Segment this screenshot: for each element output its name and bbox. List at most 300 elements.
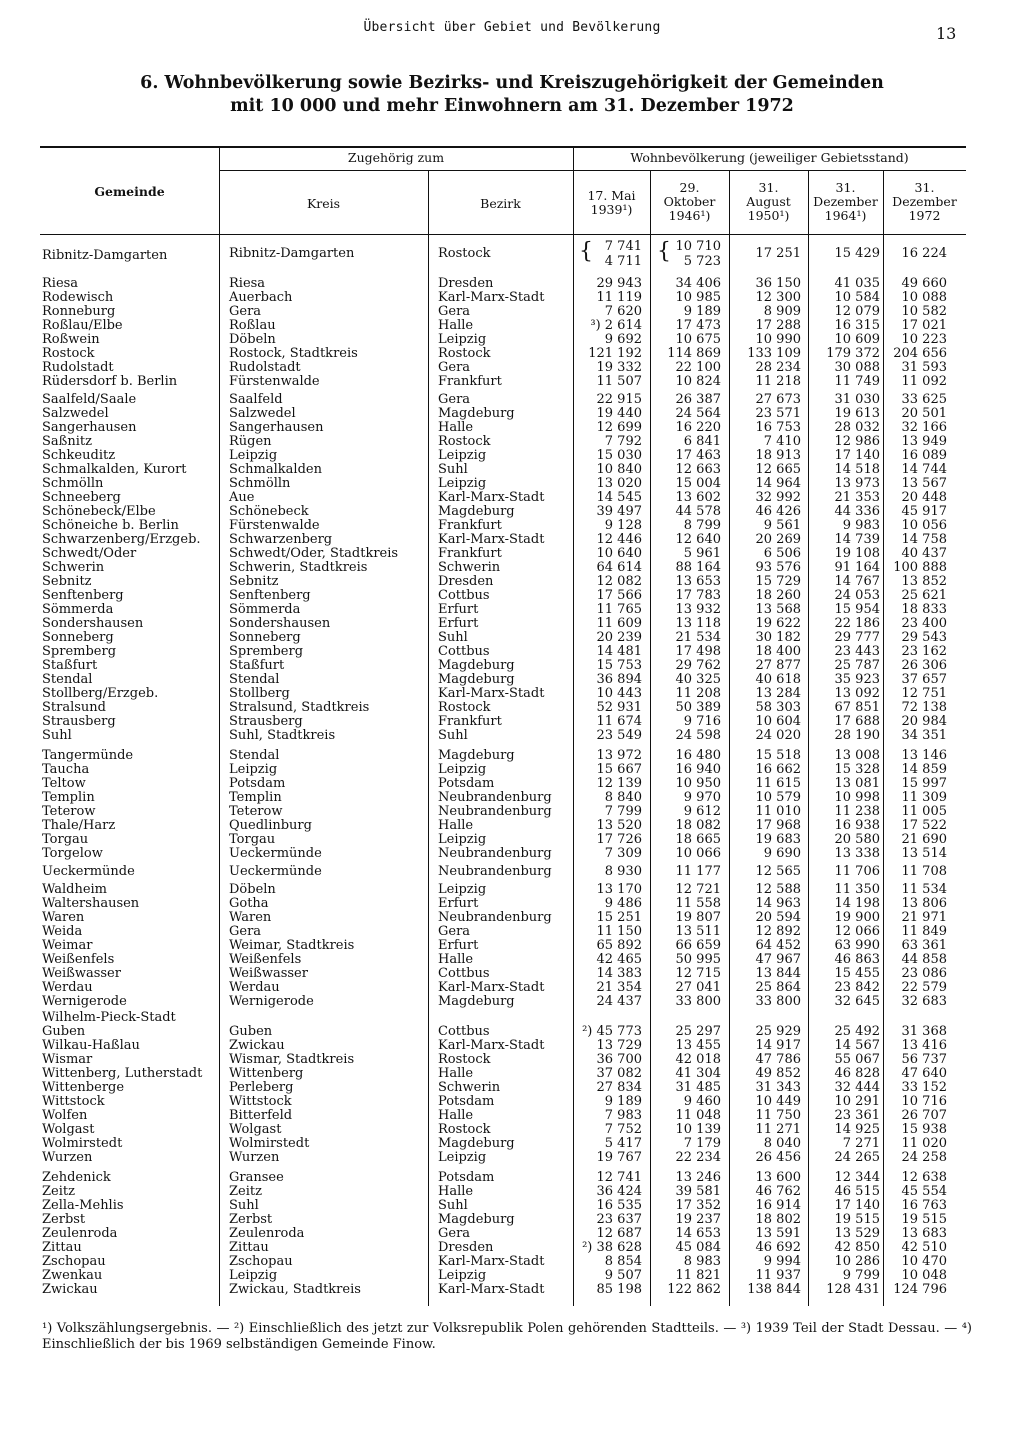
cell-value: 17 688 xyxy=(834,714,880,729)
cell-value: 9 612 xyxy=(683,804,721,819)
cell-value: 8 909 xyxy=(763,304,801,319)
cell-value: 40 437 xyxy=(901,546,947,561)
table-row xyxy=(0,1198,1024,1213)
cell-value: 27 041 xyxy=(675,980,721,995)
table-row xyxy=(0,952,1024,967)
cell-value: 13 118 xyxy=(675,616,721,631)
cell-kreis: Wernigerode xyxy=(229,994,314,1009)
cell-bezirk: Karl-Marx-Stadt xyxy=(438,1038,545,1053)
cell-value: 13 081 xyxy=(834,776,880,791)
cell-value: 8 040 xyxy=(763,1136,801,1151)
cell-kreis: Fürstenwalde xyxy=(229,518,320,533)
cell-value: 13 455 xyxy=(675,1038,721,1053)
cell-value: 9 716 xyxy=(683,714,721,729)
cell-bezirk: Suhl xyxy=(438,462,468,477)
cell-value: 14 739 xyxy=(834,532,880,547)
table-row xyxy=(0,532,1024,547)
cell-value: 40 325 xyxy=(675,672,721,687)
cell-value: 50 995 xyxy=(675,952,721,967)
cell-value: 32 992 xyxy=(755,490,801,505)
cell-kreis: Salzwedel xyxy=(229,406,296,421)
cell-value: 12 446 xyxy=(596,532,642,547)
table-row xyxy=(0,360,1024,375)
cell-value: 17 498 xyxy=(675,644,721,659)
cell-value: 16 753 xyxy=(755,420,801,435)
cell-1950: 17 251 xyxy=(755,246,801,261)
cell-kreis: Riesa xyxy=(229,276,266,291)
header-1939-line: 1939¹) xyxy=(590,202,633,217)
cell-value: 12 079 xyxy=(834,304,880,319)
table-row xyxy=(0,938,1024,953)
cell-value: 26 456 xyxy=(755,1150,801,1165)
cell-1964: 15 429 xyxy=(834,246,880,261)
table-row xyxy=(0,980,1024,995)
table-row xyxy=(0,1254,1024,1269)
cell-gemeinde: Wernigerode xyxy=(42,994,127,1009)
cell-value: 11 615 xyxy=(755,776,801,791)
table-row xyxy=(0,504,1024,519)
cell-value: 19 108 xyxy=(834,546,880,561)
cell-value: 31 343 xyxy=(755,1080,801,1095)
cell-value: 10 824 xyxy=(675,374,721,389)
title-line-2: mit 10 000 und mehr Einwohnern am 31. Dezember 1972 xyxy=(230,96,794,116)
cell-value: 23 571 xyxy=(755,406,801,421)
cell-value: 28 190 xyxy=(834,728,880,743)
cell-bezirk: Erfurt xyxy=(438,938,479,953)
cell-value: 9 983 xyxy=(842,518,880,533)
cell-value: 19 613 xyxy=(834,406,880,421)
header-gemeinde: Gemeinde xyxy=(94,184,165,199)
cell-bezirk: Leipzig xyxy=(438,762,487,777)
cell-value: 17 140 xyxy=(834,1198,880,1213)
table-row xyxy=(0,728,1024,743)
cell-value: 36 424 xyxy=(596,1184,642,1199)
cell-kreis: Schwarzenberg xyxy=(229,532,333,547)
cell-kreis: Guben xyxy=(229,1024,273,1039)
table-row xyxy=(0,1136,1024,1151)
cell-bezirk: Erfurt xyxy=(438,616,479,631)
cell-value: 40 618 xyxy=(755,672,801,687)
cell-value: 29 777 xyxy=(834,630,880,645)
cell-value: 32 166 xyxy=(901,420,947,435)
cell-gemeinde: Saßnitz xyxy=(42,434,92,449)
cell-value: 21 971 xyxy=(901,910,947,925)
cell-value: 122 862 xyxy=(667,1282,721,1297)
cell-kreis: Saalfeld xyxy=(229,392,283,407)
cell-value: 7 410 xyxy=(763,434,801,449)
cell-value: 24 437 xyxy=(596,994,642,1009)
cell-value: 15 667 xyxy=(596,762,642,777)
cell-gemeinde: Rudolstadt xyxy=(42,360,114,375)
header-col-1946 xyxy=(650,181,729,223)
cell-value: 8 799 xyxy=(683,518,721,533)
page-number: 13 xyxy=(936,24,957,43)
cell-value: 14 383 xyxy=(596,966,642,981)
cell-value: 13 567 xyxy=(901,476,947,491)
cell-value: 11 218 xyxy=(755,374,801,389)
cell-value: 25 864 xyxy=(755,980,801,995)
header-col-1950 xyxy=(729,181,808,223)
cell-value: 26 707 xyxy=(901,1108,947,1123)
cell-kreis: Leipzig xyxy=(229,448,278,463)
cell-bezirk: Rostock xyxy=(438,1052,491,1067)
cell-bezirk: Magdeburg xyxy=(438,748,515,763)
cell-kreis: Leipzig xyxy=(229,1268,278,1283)
header-1972-line: Dezember xyxy=(892,194,957,209)
cell-value: 14 758 xyxy=(901,532,947,547)
cell-gemeinde: Zwickau xyxy=(42,1282,98,1297)
cell-value: 63 990 xyxy=(834,938,880,953)
cell-value: 16 315 xyxy=(834,318,880,333)
table-row xyxy=(0,420,1024,435)
cell-kreis: Gera xyxy=(229,304,262,319)
cell-value: 15 997 xyxy=(901,776,947,791)
cell-gemeinde: Schwarzenberg/Erzgeb. xyxy=(42,532,201,547)
cell-value: 10 470 xyxy=(901,1254,947,1269)
table-row xyxy=(0,304,1024,319)
cell-value: 58 303 xyxy=(755,700,801,715)
cell-kreis: Zschopau xyxy=(229,1254,293,1269)
header-1950-line: August xyxy=(746,194,791,209)
cell-value: 23 400 xyxy=(901,616,947,631)
cell-value: 56 737 xyxy=(901,1052,947,1067)
table-row xyxy=(0,630,1024,645)
cell-value: 7 792 xyxy=(604,434,642,449)
cell-bezirk: Magdeburg xyxy=(438,994,515,1009)
header-1964-line: 1964¹) xyxy=(824,208,867,223)
table-row xyxy=(0,490,1024,505)
cell-value: 11 749 xyxy=(834,374,880,389)
cell-bezirk: Halle xyxy=(438,952,474,967)
table-row xyxy=(0,1240,1024,1255)
cell-value: 23 443 xyxy=(834,644,880,659)
table-row xyxy=(0,546,1024,561)
cell-bezirk: Erfurt xyxy=(438,602,479,617)
cell-value: 19 237 xyxy=(675,1212,721,1227)
cell-value: 31 030 xyxy=(834,392,880,407)
cell-kreis: Torgau xyxy=(229,832,276,847)
cell-gemeinde: Guben xyxy=(42,1024,86,1039)
cell-value: 133 109 xyxy=(747,346,801,361)
table-row xyxy=(0,846,1024,861)
cell-kreis: Sonneberg xyxy=(229,630,301,645)
cell-value: 18 260 xyxy=(755,588,801,603)
table-row xyxy=(0,1226,1024,1241)
header-bottom-rule xyxy=(40,234,966,235)
cell-bezirk: Gera xyxy=(438,360,471,375)
cell-value: 50 389 xyxy=(675,700,721,715)
cell-gemeinde: Wismar xyxy=(42,1052,93,1067)
cell-gemeinde: Wittstock xyxy=(42,1094,105,1109)
cell-value: 12 300 xyxy=(755,290,801,305)
cell-gemeinde: Rodewisch xyxy=(42,290,114,305)
cell-bezirk: Leipzig xyxy=(438,1268,487,1283)
cell-value: 12 565 xyxy=(755,864,801,879)
cell-value: 12 640 xyxy=(675,532,721,547)
cell-value: 7 271 xyxy=(842,1136,880,1151)
cell-gemeinde: Wolfen xyxy=(42,1108,88,1123)
cell-value: 15 030 xyxy=(596,448,642,463)
cell-value: 13 568 xyxy=(755,602,801,617)
cell-value: 14 744 xyxy=(901,462,947,477)
cell-value: 25 621 xyxy=(901,588,947,603)
cell-value: 11 020 xyxy=(901,1136,947,1151)
cell-value: 179 372 xyxy=(826,346,880,361)
cell-kreis: Wittenberg xyxy=(229,1066,304,1081)
cell-value: 10 449 xyxy=(755,1094,801,1109)
cell-bezirk: Dresden xyxy=(438,276,494,291)
cell-kreis: Weißenfels xyxy=(229,952,302,967)
footnote: ¹) Volkszählungsergebnis. — ²) Einschließlich des jetzt zur Volksrepublik Polen gehörenden Stadtteils. — ³) 1939 Teil der Stadt Dessau. — ⁴) Einschließlich der bis 1969 selbständigen Gemeinde Finow. xyxy=(42,1321,972,1352)
cell-value: 7 620 xyxy=(604,304,642,319)
cell-value: 39 581 xyxy=(675,1184,721,1199)
brace-icon: { xyxy=(657,239,671,264)
table-row xyxy=(0,994,1024,1009)
cell-value: 85 198 xyxy=(596,1282,642,1297)
cell-value: 11 208 xyxy=(675,686,721,701)
cell-kreis: Weißwasser xyxy=(229,966,308,981)
cell-value: 17 968 xyxy=(755,818,801,833)
cell-value: 16 914 xyxy=(755,1198,801,1213)
cell-value: 14 198 xyxy=(834,896,880,911)
cell-value: 23 162 xyxy=(901,644,947,659)
cell-value: 11 005 xyxy=(901,804,947,819)
cell-value: 11 271 xyxy=(755,1122,801,1137)
cell-value: 25 492 xyxy=(834,1024,880,1039)
cell-value: 44 336 xyxy=(834,504,880,519)
header-1946-line: Oktober xyxy=(663,194,716,209)
cell-bezirk: Suhl xyxy=(438,1198,468,1213)
cell-value: 10 223 xyxy=(901,332,947,347)
cell-value: 13 653 xyxy=(675,574,721,589)
title-line-1: 6. Wohnbevölkerung sowie Bezirks- und Kreiszugehörigkeit der Gemeinden xyxy=(140,73,884,93)
table-row xyxy=(0,658,1024,673)
table-row xyxy=(0,276,1024,291)
cell-value: 10 716 xyxy=(901,1094,947,1109)
cell-value: 8 840 xyxy=(604,790,642,805)
cell-value: 11 092 xyxy=(901,374,947,389)
cell-value: 32 645 xyxy=(834,994,880,1009)
cell-value: 14 518 xyxy=(834,462,880,477)
cell-value: 18 400 xyxy=(755,644,801,659)
cell-value: 33 152 xyxy=(901,1080,947,1095)
cell-1946-a: 10 710 xyxy=(675,239,721,254)
cell-value: 36 700 xyxy=(596,1052,642,1067)
cell-value: 15 938 xyxy=(901,1122,947,1137)
cell-gemeinde: Torgau xyxy=(42,832,89,847)
cell-value: 27 673 xyxy=(755,392,801,407)
cell-value: 16 089 xyxy=(901,448,947,463)
cell-value: 17 021 xyxy=(901,318,947,333)
cell-kreis: Wolmirstedt xyxy=(229,1136,310,1151)
cell-bezirk: Frankfurt xyxy=(438,546,502,561)
table-row xyxy=(0,776,1024,791)
cell-value: 9 970 xyxy=(683,790,721,805)
table-row xyxy=(0,318,1024,333)
cell-gemeinde: Schwerin xyxy=(42,560,105,575)
cell-gemeinde: Teterow xyxy=(42,804,96,819)
cell-value: 13 600 xyxy=(755,1170,801,1185)
cell-value: 10 088 xyxy=(901,290,947,305)
cell-gemeinde: Wolmirstedt xyxy=(42,1136,123,1151)
cell-bezirk: Karl-Marx-Stadt xyxy=(438,290,545,305)
cell-value: 93 576 xyxy=(755,560,801,575)
table-row xyxy=(0,1038,1024,1053)
cell-value: 24 564 xyxy=(675,406,721,421)
cell-value: 12 741 xyxy=(596,1170,642,1185)
table-row xyxy=(0,574,1024,589)
cell-bezirk: Neubrandenburg xyxy=(438,864,552,879)
cell-value: 9 460 xyxy=(683,1094,721,1109)
cell-bezirk: Gera xyxy=(438,924,471,939)
header-col-1964 xyxy=(808,181,883,223)
cell-value: 47 640 xyxy=(901,1066,947,1081)
cell-value: 10 579 xyxy=(755,790,801,805)
cell-bezirk: Suhl xyxy=(438,630,468,645)
cell-gemeinde: Weida xyxy=(42,924,83,939)
table-row xyxy=(0,518,1024,533)
cell-gemeinde: Spremberg xyxy=(42,644,117,659)
cell-value: 13 683 xyxy=(901,1226,947,1241)
cell-gemeinde: Templin xyxy=(42,790,95,805)
cell-value: 10 286 xyxy=(834,1254,880,1269)
cell-gemeinde: Zschopau xyxy=(42,1254,106,1269)
header-1950-line: 31. xyxy=(758,180,779,195)
table-row xyxy=(0,1212,1024,1227)
cell-value: ³) 2 614 xyxy=(590,318,642,333)
cell-value: 23 637 xyxy=(596,1212,642,1227)
cell-value: 32 683 xyxy=(901,994,947,1009)
cell-value: 15 518 xyxy=(755,748,801,763)
cell-value: 12 751 xyxy=(901,686,947,701)
cell-kreis: Wurzen xyxy=(229,1150,280,1165)
cell-value: 46 426 xyxy=(755,504,801,519)
cell-value: 9 486 xyxy=(604,896,642,911)
cell-value: 10 582 xyxy=(901,304,947,319)
cell-value: 10 985 xyxy=(675,290,721,305)
cell-kreis: Aue xyxy=(229,490,255,505)
cell-value: 13 416 xyxy=(901,1038,947,1053)
cell-value: 12 082 xyxy=(596,574,642,589)
cell-value: 9 507 xyxy=(604,1268,642,1283)
header-1964-line: 31. xyxy=(835,180,856,195)
cell-value: 14 859 xyxy=(901,762,947,777)
header-1972-line: 1972 xyxy=(908,208,941,223)
cell-value: 17 473 xyxy=(675,318,721,333)
cell-bezirk: Gera xyxy=(438,1226,471,1241)
cell-gemeinde: Staßfurt xyxy=(42,658,98,673)
cell-value: 30 088 xyxy=(834,360,880,375)
table-row xyxy=(0,818,1024,833)
cell-value: 19 767 xyxy=(596,1150,642,1165)
cell-value: 5 417 xyxy=(604,1136,642,1151)
cell-value: 17 140 xyxy=(834,448,880,463)
table-row xyxy=(0,332,1024,347)
cell-kreis: Spremberg xyxy=(229,644,304,659)
cell-value: 9 692 xyxy=(604,332,642,347)
table-row xyxy=(0,864,1024,879)
cell-value: 16 938 xyxy=(834,818,880,833)
cell-bezirk: Rostock xyxy=(438,700,491,715)
cell-value: 21 354 xyxy=(596,980,642,995)
cell-value: 10 048 xyxy=(901,1268,947,1283)
cell-value: 22 234 xyxy=(675,1150,721,1165)
cell-value: 14 567 xyxy=(834,1038,880,1053)
cell-bezirk: Cottbus xyxy=(438,644,490,659)
cell-bezirk: Karl-Marx-Stadt xyxy=(438,532,545,547)
cell-value: 13 729 xyxy=(596,1038,642,1053)
cell-value: 14 963 xyxy=(755,896,801,911)
cell-value: 124 796 xyxy=(893,1282,947,1297)
cell-value: 16 220 xyxy=(675,420,721,435)
table-row xyxy=(0,910,1024,925)
cell-gemeinde: Salzwedel xyxy=(42,406,109,421)
cell-gemeinde: Ribnitz-Damgarten xyxy=(42,248,168,263)
cell-bezirk: Rostock xyxy=(438,434,491,449)
cell-value: 14 964 xyxy=(755,476,801,491)
cell-value: 10 056 xyxy=(901,518,947,533)
cell-gemeinde: Sangerhausen xyxy=(42,420,137,435)
cell-value: 11 937 xyxy=(755,1268,801,1283)
table-row xyxy=(0,1150,1024,1165)
cell-value: 114 869 xyxy=(667,346,721,361)
cell-value: 31 368 xyxy=(901,1024,947,1039)
cell-bezirk: Halle xyxy=(438,1108,474,1123)
table-row xyxy=(0,1024,1024,1039)
cell-kreis: Schmölln xyxy=(229,476,291,491)
cell-bezirk: Potsdam xyxy=(438,1094,495,1109)
cell-value: 100 888 xyxy=(893,560,947,575)
cell-value: 31 593 xyxy=(901,360,947,375)
cell-value: 45 917 xyxy=(901,504,947,519)
cell-value: 15 753 xyxy=(596,658,642,673)
cell-value: 37 082 xyxy=(596,1066,642,1081)
cell-kreis: Zittau xyxy=(229,1240,269,1255)
cell-gemeinde: Saalfeld/Saale xyxy=(42,392,137,407)
cell-value: 12 665 xyxy=(755,462,801,477)
cell-value: 9 128 xyxy=(604,518,642,533)
cell-value: 13 284 xyxy=(755,686,801,701)
cell-gemeinde: Ueckermünde xyxy=(42,864,135,879)
cell-value: 36 894 xyxy=(596,672,642,687)
cell-value: 30 182 xyxy=(755,630,801,645)
cell-value: 13 972 xyxy=(596,748,642,763)
header-col-1939 xyxy=(573,189,650,217)
cell-value: 23 361 xyxy=(834,1108,880,1123)
cell-kreis: Strausberg xyxy=(229,714,303,729)
cell-kreis: Schmalkalden xyxy=(229,462,322,477)
cell-bezirk: Erfurt xyxy=(438,896,479,911)
header-1946-line: 1946¹) xyxy=(668,208,711,223)
cell-value: 9 561 xyxy=(763,518,801,533)
cell-value: 11 350 xyxy=(834,882,880,897)
cell-value: 88 164 xyxy=(675,560,721,575)
cell-value: 23 549 xyxy=(596,728,642,743)
cell-value: 29 543 xyxy=(901,630,947,645)
cell-value: 10 139 xyxy=(675,1122,721,1137)
cell-value: 11 849 xyxy=(901,924,947,939)
cell-value: 20 501 xyxy=(901,406,947,421)
cell-bezirk: Neubrandenburg xyxy=(438,910,552,925)
cell-kreis: Potsdam xyxy=(229,776,286,791)
cell-gemeinde: Teltow xyxy=(42,776,86,791)
cell-kreis: Ueckermünde xyxy=(229,846,322,861)
cell-value: ²) 45 773 xyxy=(582,1024,642,1039)
cell-value: 128 431 xyxy=(826,1282,880,1297)
cell-value: 64 614 xyxy=(596,560,642,575)
cell-value: 13 602 xyxy=(675,490,721,505)
cell-bezirk: Rostock xyxy=(438,1122,491,1137)
